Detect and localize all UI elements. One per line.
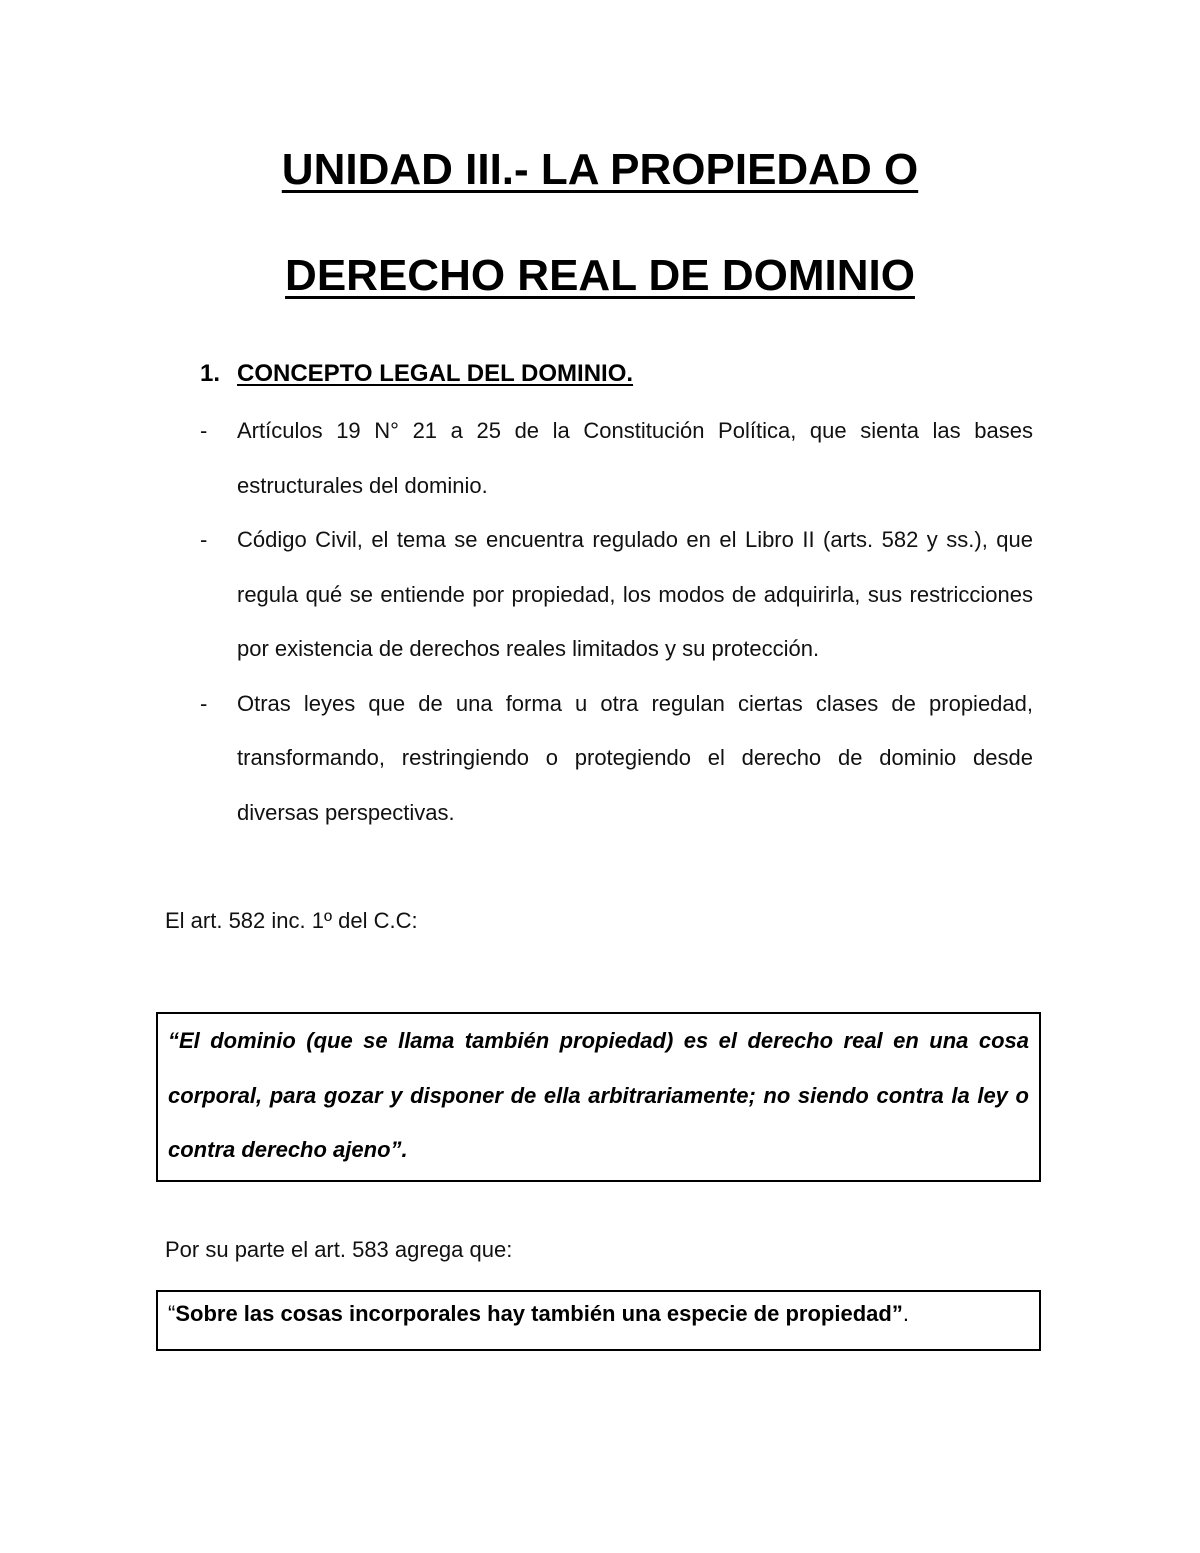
quote-period: .: [902, 1301, 909, 1326]
article-582-quote-text: “El dominio (que se llama también propiedad) es el derecho real en una cosa corporal, para gozar y disponer de ella arbitrariamente; no siendo contra la ley o contra derecho ajeno”.: [168, 1028, 1029, 1162]
article-583-intro: Por su parte el art. 583 agrega que:: [165, 1237, 513, 1262]
list-item: [200, 404, 1033, 513]
document-title-line-1: UNIDAD III.- LA PROPIEDAD O: [281, 145, 919, 194]
close-quote-mark: ”: [891, 1301, 903, 1326]
list-item-dash: -: [200, 418, 208, 443]
section-heading-text: CONCEPTO LEGAL DEL DOMINIO.: [237, 360, 634, 387]
article-583-quote-box: [156, 1290, 1041, 1351]
list-item-dash: -: [200, 527, 208, 552]
article-583-quote-text: Sobre las cosas incorporales hay también una especie de propiedad: [175, 1301, 892, 1326]
list-item-text: Código Civil, el tema se encuentra regulado en el Libro II (arts. 582 y ss.), que regula qué se entiende por propiedad, los modos de adquirirla, sus restricciones por existencia de derechos reales limitados y su protección.: [237, 527, 1033, 661]
document-title-line-2: DERECHO REAL DE DOMINIO: [285, 251, 915, 300]
sources-list: [200, 404, 1033, 840]
list-item: [200, 677, 1033, 841]
section-number: 1.: [200, 360, 221, 387]
open-quote-mark: “: [168, 1301, 176, 1326]
article-582-intro: El art. 582 inc. 1º del C.C:: [165, 908, 418, 933]
list-item-dash: -: [200, 690, 208, 716]
list-item-text: Artículos 19 N° 21 a 25 de la Constitución Política, que sienta las bases estructurales del dominio.: [237, 418, 1033, 498]
section-heading: [200, 360, 633, 389]
list-item-text: Otras leyes que de una forma u otra regulan ciertas clases de propiedad, transformando, restringiendo o protegiendo el derecho de dominio desde diversas perspectivas.: [237, 690, 1033, 825]
article-582-quote-box: [156, 1012, 1041, 1182]
list-item: [200, 513, 1033, 677]
